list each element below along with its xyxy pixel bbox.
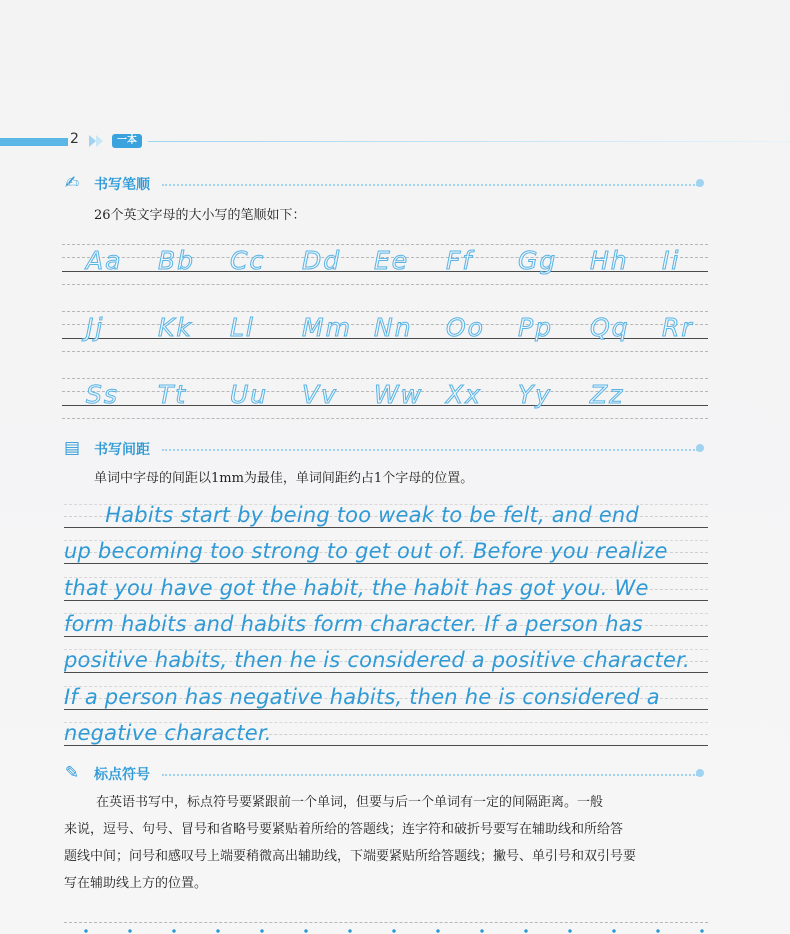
- letter-pair: Kk: [158, 313, 193, 342]
- letter-pair: Gg: [518, 246, 558, 275]
- letter-pair: Rr: [662, 313, 694, 342]
- letter-pair: Ss: [86, 380, 119, 409]
- punctuation-marks: [64, 928, 708, 934]
- pen-paper-icon: ✍: [64, 173, 80, 193]
- punctuation-paragraph-line: 写在辅助线上方的位置。: [64, 876, 208, 891]
- letter-pair: Oo: [446, 313, 485, 342]
- letter-pair: Vv: [302, 380, 338, 409]
- handwriting-line: [64, 720, 708, 750]
- section-divider: [162, 774, 698, 776]
- handwriting-text: If a person has negative habits, then he is considered a: [64, 684, 660, 709]
- page-header: [0, 132, 790, 150]
- handwriting-text: positive habits, then he is considered a positive character.: [64, 648, 690, 673]
- section-divider: [162, 449, 698, 451]
- letter-pair: Pp: [518, 313, 553, 342]
- handwriting-line: [64, 684, 708, 714]
- letter-pair: Dd: [302, 246, 342, 275]
- punctuation-paragraph-line: 题线中间；问号和感叹号上端要稍微高出辅助线，下端要紧贴所给答题线；撇号、单引号和双引号要: [64, 849, 637, 864]
- handwriting-text: that you have got the habit, the habit has got you. We: [64, 575, 649, 600]
- handwriting-line: [64, 611, 708, 641]
- handwriting-text: Habits start by being too weak to be felt, and end: [64, 503, 639, 527]
- header-divider: [148, 141, 790, 142]
- punctuation-paragraph-line: 在英语书写中，标点符号要紧跟前一个单词，但要与后一个单词有一定的间隔距离。一般: [96, 795, 604, 810]
- letter-pair: Aa: [86, 246, 123, 275]
- letter-row: [62, 244, 708, 284]
- section-title: 书写笔顺: [94, 177, 150, 193]
- book-logo: 一本: [112, 134, 142, 148]
- section-title: 标点符号: [94, 767, 150, 783]
- divider-end-dot: [696, 769, 704, 777]
- letter-row: [62, 311, 708, 351]
- letter-pair: Ff: [446, 246, 474, 275]
- guide-line: [62, 284, 708, 285]
- handwriting-line: [64, 647, 708, 677]
- divider-end-dot: [696, 444, 704, 452]
- letter-pair: Zz: [590, 380, 625, 409]
- page-number: 2: [70, 131, 79, 147]
- handwriting-line: [64, 575, 708, 605]
- letter-pair: Tt: [158, 380, 188, 409]
- guide-line: [62, 311, 708, 312]
- letter-pair: Cc: [230, 246, 266, 275]
- spacing-intro: 单词中字母的间距以1mm为最佳，单词间距约占1个字母的位置。: [94, 471, 474, 486]
- letter-pair: Nn: [374, 313, 413, 342]
- handwriting-text: negative character.: [64, 720, 272, 745]
- letter-pair: Ee: [374, 246, 410, 275]
- letter-pair: Mm: [302, 313, 352, 342]
- section-heading-spacing: [62, 438, 712, 460]
- divider-end-dot: [696, 179, 704, 187]
- edit-icon: ✎: [64, 763, 80, 783]
- section-title: 书写间距: [94, 442, 150, 458]
- stroke-order-intro: 26个英文字母的大小写的笔顺如下：: [94, 208, 306, 223]
- section-divider: [162, 184, 698, 186]
- guide-line: [62, 418, 708, 419]
- letter-row: [62, 378, 708, 418]
- letter-pair: Ii: [662, 246, 681, 275]
- letter-pair: Uu: [230, 380, 269, 409]
- document-icon: ▤: [63, 438, 81, 458]
- chevron-right-icon: [89, 135, 96, 147]
- handwriting-text: up becoming too strong to get out of. Before you realize: [64, 539, 668, 564]
- letter-pair: Qq: [590, 313, 630, 342]
- section-heading-punctuation: [62, 763, 712, 785]
- guide-line: [62, 244, 708, 245]
- letter-pair: Yy: [518, 380, 553, 409]
- section-heading-stroke-order: [62, 173, 712, 195]
- letter-pair: Jj: [86, 313, 105, 342]
- handwriting-text: form habits and habits form character. If a person has: [64, 611, 643, 636]
- letter-pair: Xx: [446, 380, 482, 409]
- handwriting-line: [64, 502, 708, 532]
- punctuation-paragraph-line: 来说，逗号、句号、冒号和省略号要紧贴着所给的答题线；连字符和破折号要写在辅助线和所给答: [64, 822, 624, 837]
- header-bar: [0, 138, 68, 146]
- punctuation-practice-row: [64, 918, 708, 934]
- handwriting-line: [64, 538, 708, 568]
- letter-pair: Bb: [158, 246, 196, 275]
- letter-pair: Hh: [590, 246, 629, 275]
- guide-line: [62, 378, 708, 379]
- chevron-right-icon: [96, 135, 103, 147]
- letter-pair: Ll: [230, 313, 255, 342]
- guide-line: [62, 351, 708, 352]
- letter-pair: Ww: [374, 380, 424, 409]
